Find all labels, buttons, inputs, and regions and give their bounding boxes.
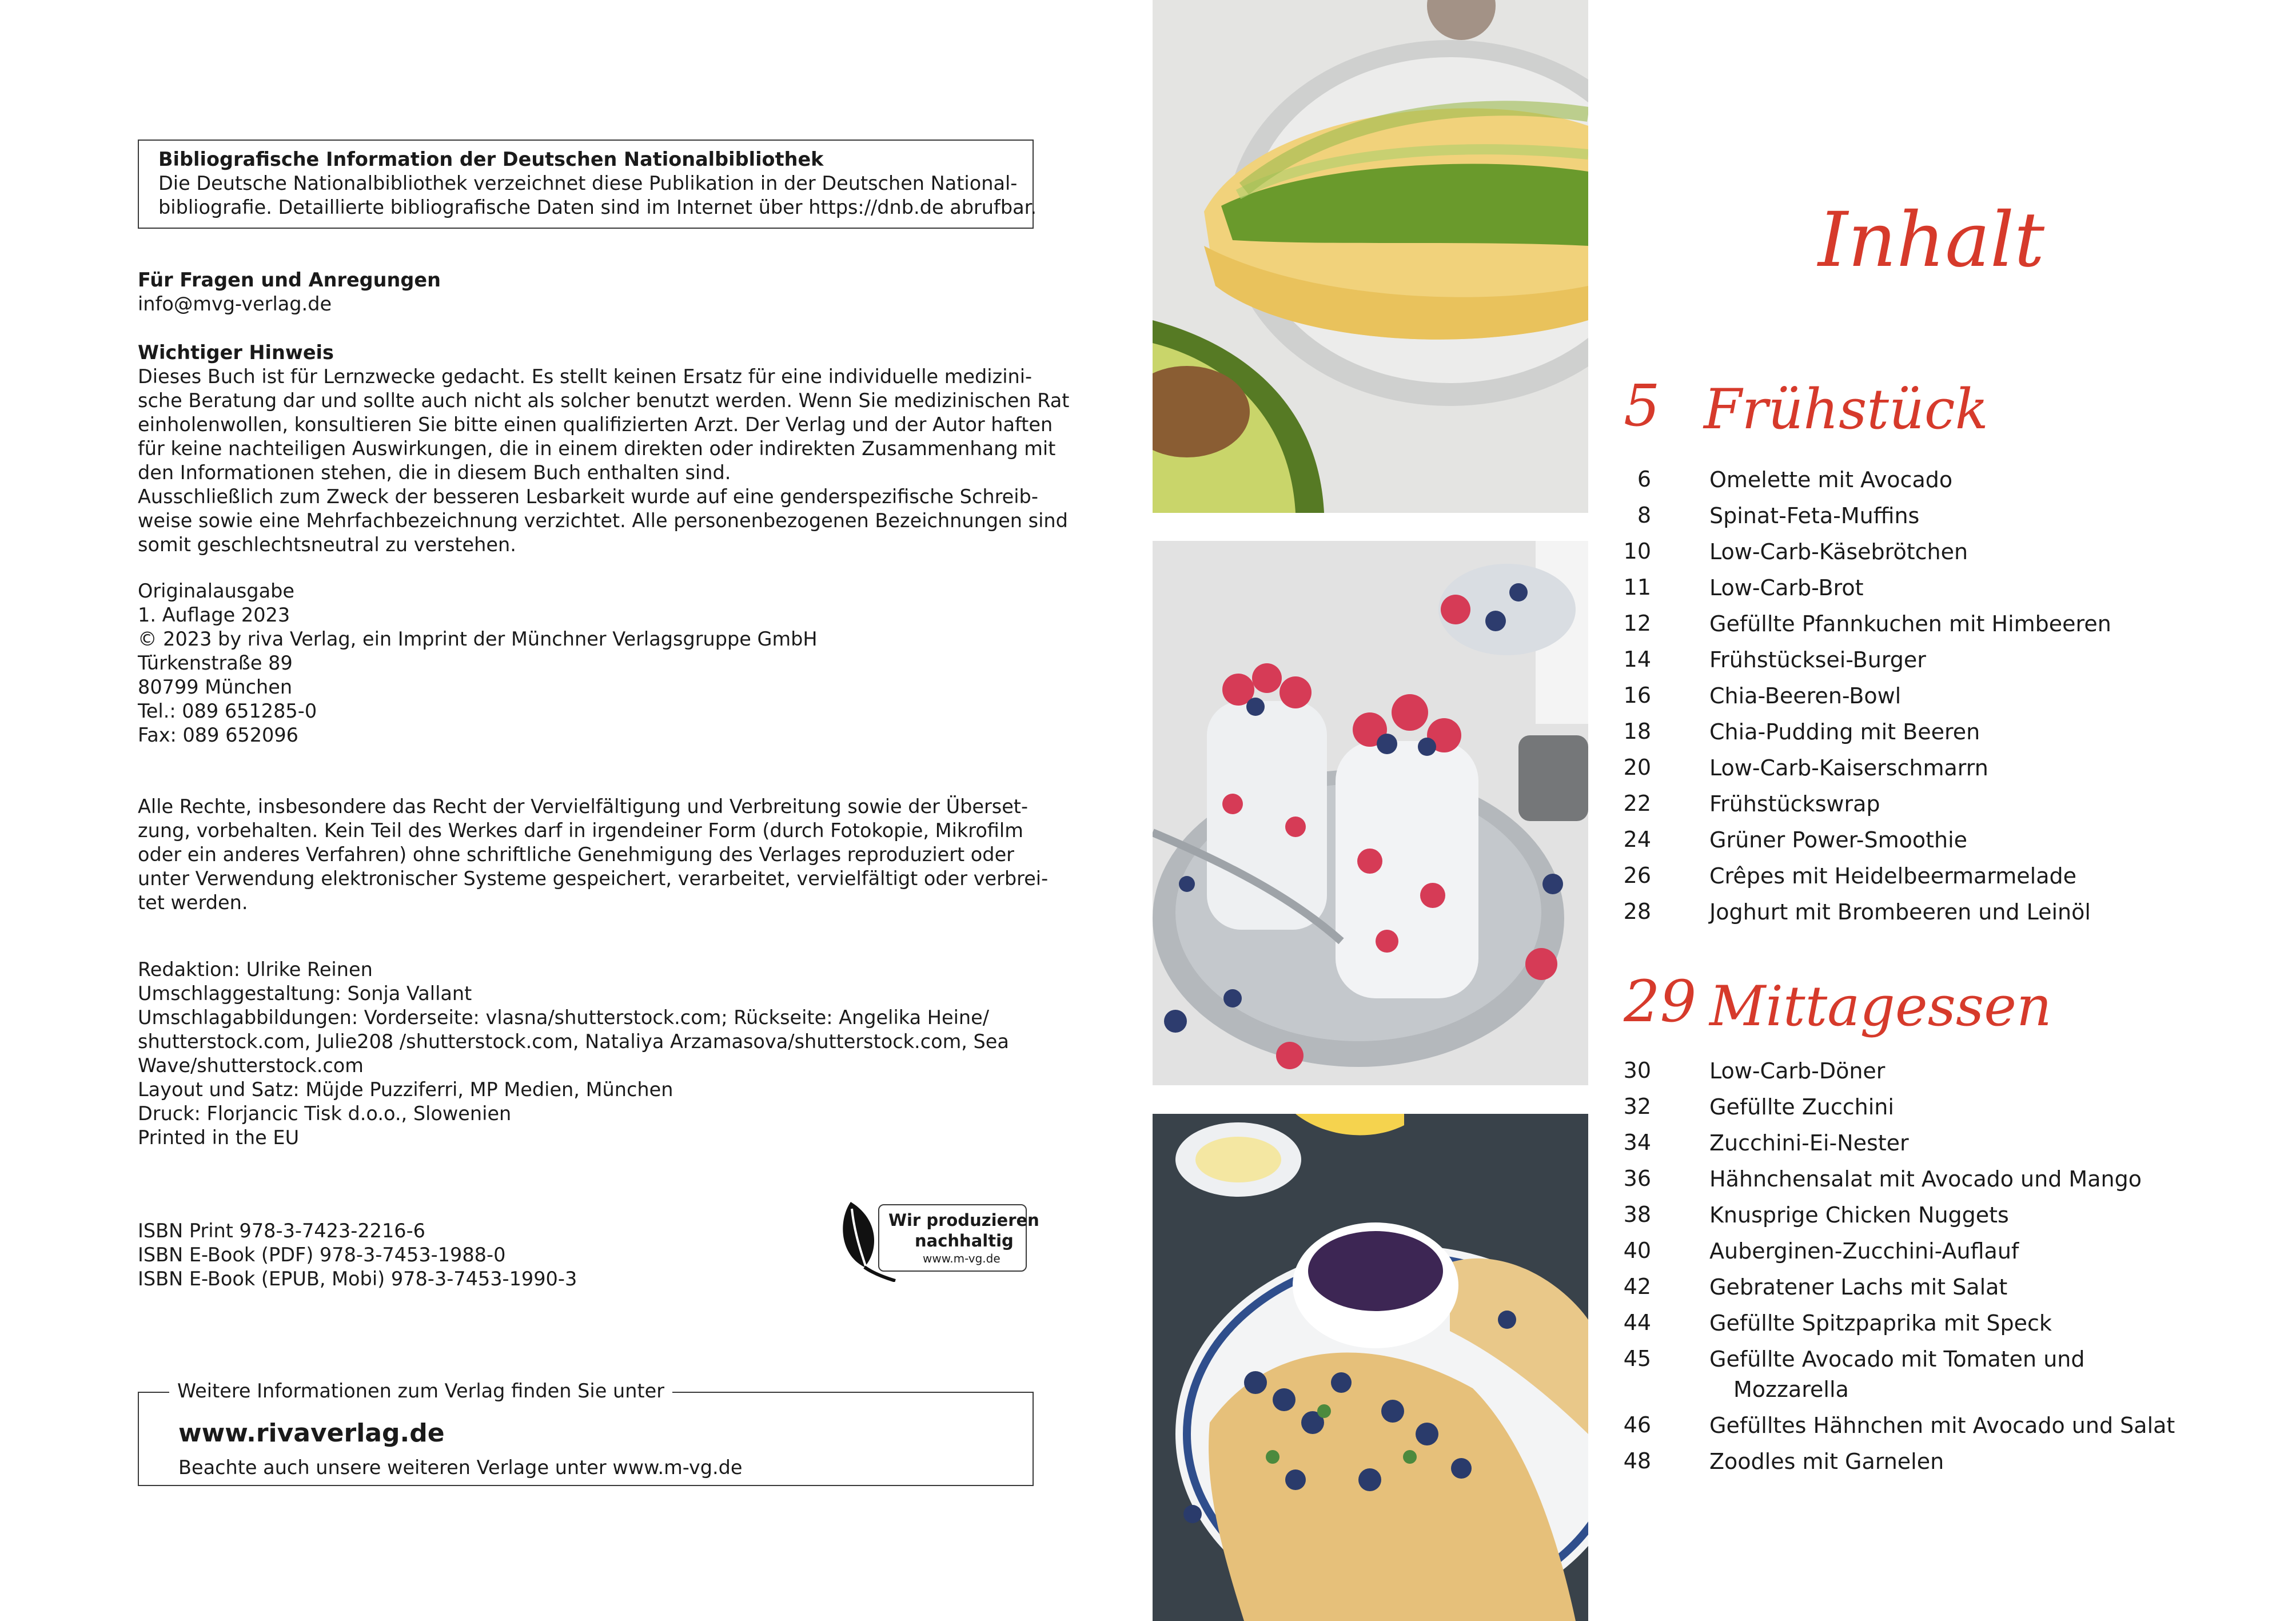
toc-page-number: 26: [1623, 863, 1651, 888]
toc-entry[interactable]: Auberginen-Zucchini-Auflauf: [1709, 1238, 2019, 1264]
toc-page-number: 28: [1623, 899, 1651, 924]
section-title-mittagessen: Mittagessen: [1709, 974, 2052, 1038]
eco-badge: [838, 1197, 1039, 1282]
notice-line: den Informationen stehen, die in diesem Buch enthalten sind.: [138, 461, 731, 484]
rights-line: unter Verwendung elektronischer Systeme gespeichert, verarbeitet, vervielfältigt oder verbrei-: [138, 867, 1049, 890]
rights-line: oder ein anderes Verfahren) ohne schriftliche Genehmigung des Verlages reproduziert oder: [138, 843, 1014, 866]
footer-note: Beachte auch unsere weiteren Verlage unter www.m-vg.de: [178, 1456, 743, 1479]
toc-page-number: 44: [1623, 1310, 1651, 1335]
toc-entry[interactable]: Frühstückswrap: [1709, 791, 1880, 817]
chia-illustration: [1153, 541, 1588, 1085]
toc-entry[interactable]: Chia-Beeren-Bowl: [1709, 683, 1902, 708]
questions-title: Für Fragen und Anregungen: [138, 269, 441, 291]
toc-page-number: 22: [1623, 791, 1651, 816]
toc-page-number: 46: [1623, 1412, 1651, 1437]
credits-line: Druck: Florjancic Tisk d.o.o., Slowenien: [138, 1102, 512, 1125]
photo-omelette: [1153, 0, 1588, 513]
toc-page-number: 34: [1623, 1130, 1651, 1155]
credits-line: Wave/shutterstock.com: [138, 1054, 364, 1077]
toc-page-number: 38: [1623, 1202, 1651, 1227]
footer-legend: Weitere Informationen zum Verlag finden Sie unter: [169, 1379, 672, 1403]
toc-page-number: 32: [1623, 1094, 1651, 1119]
notice-line: Dieses Buch ist für Lernzwecke gedacht. Es stellt keinen Ersatz für eine individuelle medizini-: [138, 365, 1033, 388]
isbn-line: ISBN Print 978-3-7423-2216-6: [138, 1220, 425, 1242]
toc-entry[interactable]: Knusprige Chicken Nuggets: [1709, 1202, 2009, 1228]
credits-line: Layout und Satz: Müjde Puzziferri, MP Medien, München: [138, 1078, 673, 1101]
eco-badge-line2: nachhaltig: [915, 1231, 1014, 1250]
toc-entry[interactable]: Zoodles mit Garnelen: [1709, 1449, 1944, 1474]
toc-entry[interactable]: Spinat-Feta-Muffins: [1709, 503, 1920, 528]
toc-entry[interactable]: Omelette mit Avocado: [1709, 467, 1953, 492]
biblio-line: Die Deutsche Nationalbibliothek verzeichnet diese Publikation in der Deutschen National-: [158, 172, 1018, 194]
notice-line: weise sowie eine Mehrfachbezeichnung verzichtet. Alle personenbezogenen Bezeichnungen sind: [138, 509, 1068, 532]
toc-entry[interactable]: Gefülltes Hähnchen mit Avocado und Salat: [1709, 1413, 2175, 1438]
toc-page-number: 36: [1623, 1166, 1651, 1191]
eco-badge-line1: Wir produzieren: [888, 1210, 1039, 1230]
credits-line: Redaktion: Ulrike Reinen: [138, 958, 373, 981]
toc-page-number: 12: [1623, 611, 1651, 636]
toc-entry[interactable]: Gefüllte Spitzpaprika mit Speck: [1709, 1311, 2052, 1336]
toc-page-number: 30: [1623, 1058, 1651, 1083]
imprint-line: Originalausgabe: [138, 580, 294, 602]
credits-line: shutterstock.com, Julie208 /shutterstock.com, Nataliya Arzamasova/shutterstock.com, Sea: [138, 1030, 1009, 1053]
notice-title: Wichtiger Hinweis: [138, 341, 334, 364]
rights-line: Alle Rechte, insbesondere das Recht der Vervielfältigung und Verbreitung sowie der Überset-: [138, 795, 1029, 818]
rights-line: zung, vorbehalten. Kein Teil des Werkes darf in irgendeiner Form (durch Fotokopie, Mikrofilm: [138, 819, 1023, 842]
toc-page-number: 40: [1623, 1238, 1651, 1263]
toc-entry[interactable]: Low-Carb-Käsebrötchen: [1709, 539, 1968, 564]
photo-crepes: [1153, 1114, 1588, 1621]
notice-line: Ausschließlich zum Zweck der besseren Lesbarkeit wurde auf eine genderspezifische Schreib-: [138, 485, 1038, 508]
toc-page-number: 16: [1623, 683, 1651, 708]
toc-entry[interactable]: Zucchini-Ei-Nester: [1709, 1130, 1909, 1156]
toc-entry[interactable]: Low-Carb-Brot: [1709, 575, 1864, 600]
biblio-title: Bibliografische Information der Deutschen Nationalbibliothek: [158, 148, 824, 170]
toc-entry[interactable]: Gefüllte Pfannkuchen mit Himbeeren: [1709, 611, 2111, 636]
toc-page-number: 24: [1623, 827, 1651, 852]
notice-line: für keine nachteiligen Auswirkungen, die in einem direkten oder indirekten Zusammenhang mit: [138, 437, 1056, 460]
toc-entry[interactable]: Low-Carb-Kaiserschmarrn: [1709, 755, 1988, 780]
toc-page-number: 48: [1623, 1448, 1651, 1473]
photo-chia-pudding: [1153, 541, 1588, 1085]
rights-line: tet werden.: [138, 891, 248, 914]
credits-line: Umschlaggestaltung: Sonja Vallant: [138, 982, 472, 1005]
questions-email[interactable]: info@mvg-verlag.de: [138, 293, 332, 315]
notice-line: sche Beratung dar und sollte auch nicht als solcher benutzt werden. Wenn Sie medizinischen Rat: [138, 389, 1070, 412]
toc-page-number: 10: [1623, 539, 1651, 564]
isbn-line: ISBN E-Book (PDF) 978-3-7453-1988-0: [138, 1244, 506, 1266]
imprint-line: 80799 München: [138, 676, 293, 698]
toc-page-number: 45: [1623, 1346, 1651, 1371]
toc-entry[interactable]: Gebratener Lachs mit Salat: [1709, 1275, 2008, 1300]
toc-title: Inhalt: [1818, 196, 2045, 284]
toc-page-number: 14: [1623, 647, 1651, 672]
toc-page-number: 6: [1637, 467, 1651, 492]
imprint-line: Tel.: 089 651285-0: [138, 700, 317, 722]
toc-entry[interactable]: Crêpes mit Heidelbeermarmelade: [1709, 863, 2077, 889]
toc-entry[interactable]: Frühstücksei-Burger: [1709, 647, 1926, 672]
credits-line: Umschlagabbildungen: Vorderseite: vlasna/shutterstock.com; Rückseite: Angelika Heine/: [138, 1006, 989, 1029]
isbn-line: ISBN E-Book (EPUB, Mobi) 978-3-7453-1990-3: [138, 1268, 577, 1290]
crepes-illustration: [1153, 1114, 1588, 1621]
eco-badge-url: www.m-vg.de: [923, 1252, 1000, 1265]
section-page-number: 29: [1624, 968, 1697, 1035]
omelette-illustration: [1153, 0, 1588, 513]
toc-entry[interactable]: Chia-Pudding mit Beeren: [1709, 719, 1980, 744]
toc-page-number: 18: [1623, 719, 1651, 744]
toc-entry-continuation[interactable]: Mozzarella: [1733, 1377, 1849, 1402]
toc-entry[interactable]: Joghurt mit Brombeeren und Leinöl: [1709, 899, 2091, 925]
imprint-line: © 2023 by riva Verlag, ein Imprint der Münchner Verlagsgruppe GmbH: [138, 628, 818, 650]
toc-page-number: 11: [1623, 575, 1651, 600]
credits-line: Printed in the EU: [138, 1126, 300, 1149]
biblio-line: bibliografie. Detaillierte bibliografische Daten sind im Internet über https://dnb.de abrufbar.: [158, 196, 1037, 218]
toc-entry[interactable]: Gefüllte Avocado mit Tomaten und: [1709, 1347, 2085, 1372]
imprint-line: Fax: 089 652096: [138, 724, 298, 746]
imprint-line: 1. Auflage 2023: [138, 604, 290, 626]
imprint-line: Türkenstraße 89: [138, 652, 293, 674]
notice-line: somit geschlechtsneutral zu verstehen.: [138, 533, 516, 556]
notice-line: einholenwollen, konsultieren Sie bitte einen qualifizierten Arzt. Der Verlag und der Autor haften: [138, 413, 1053, 436]
footer-url[interactable]: www.rivaverlag.de: [178, 1419, 445, 1448]
toc-entry[interactable]: Low-Carb-Döner: [1709, 1058, 1886, 1084]
toc-page-number: 20: [1623, 755, 1651, 780]
toc-page-number: 8: [1637, 503, 1651, 528]
section-page-number: 5: [1624, 372, 1660, 439]
toc-entry[interactable]: Grüner Power-Smoothie: [1709, 827, 1968, 853]
toc-entry[interactable]: Gefüllte Zucchini: [1709, 1094, 1894, 1120]
toc-page-number: 42: [1623, 1274, 1651, 1299]
toc-entry[interactable]: Hähnchensalat mit Avocado und Mango: [1709, 1166, 2142, 1192]
section-title-fruehstueck: Frühstück: [1704, 377, 1988, 441]
